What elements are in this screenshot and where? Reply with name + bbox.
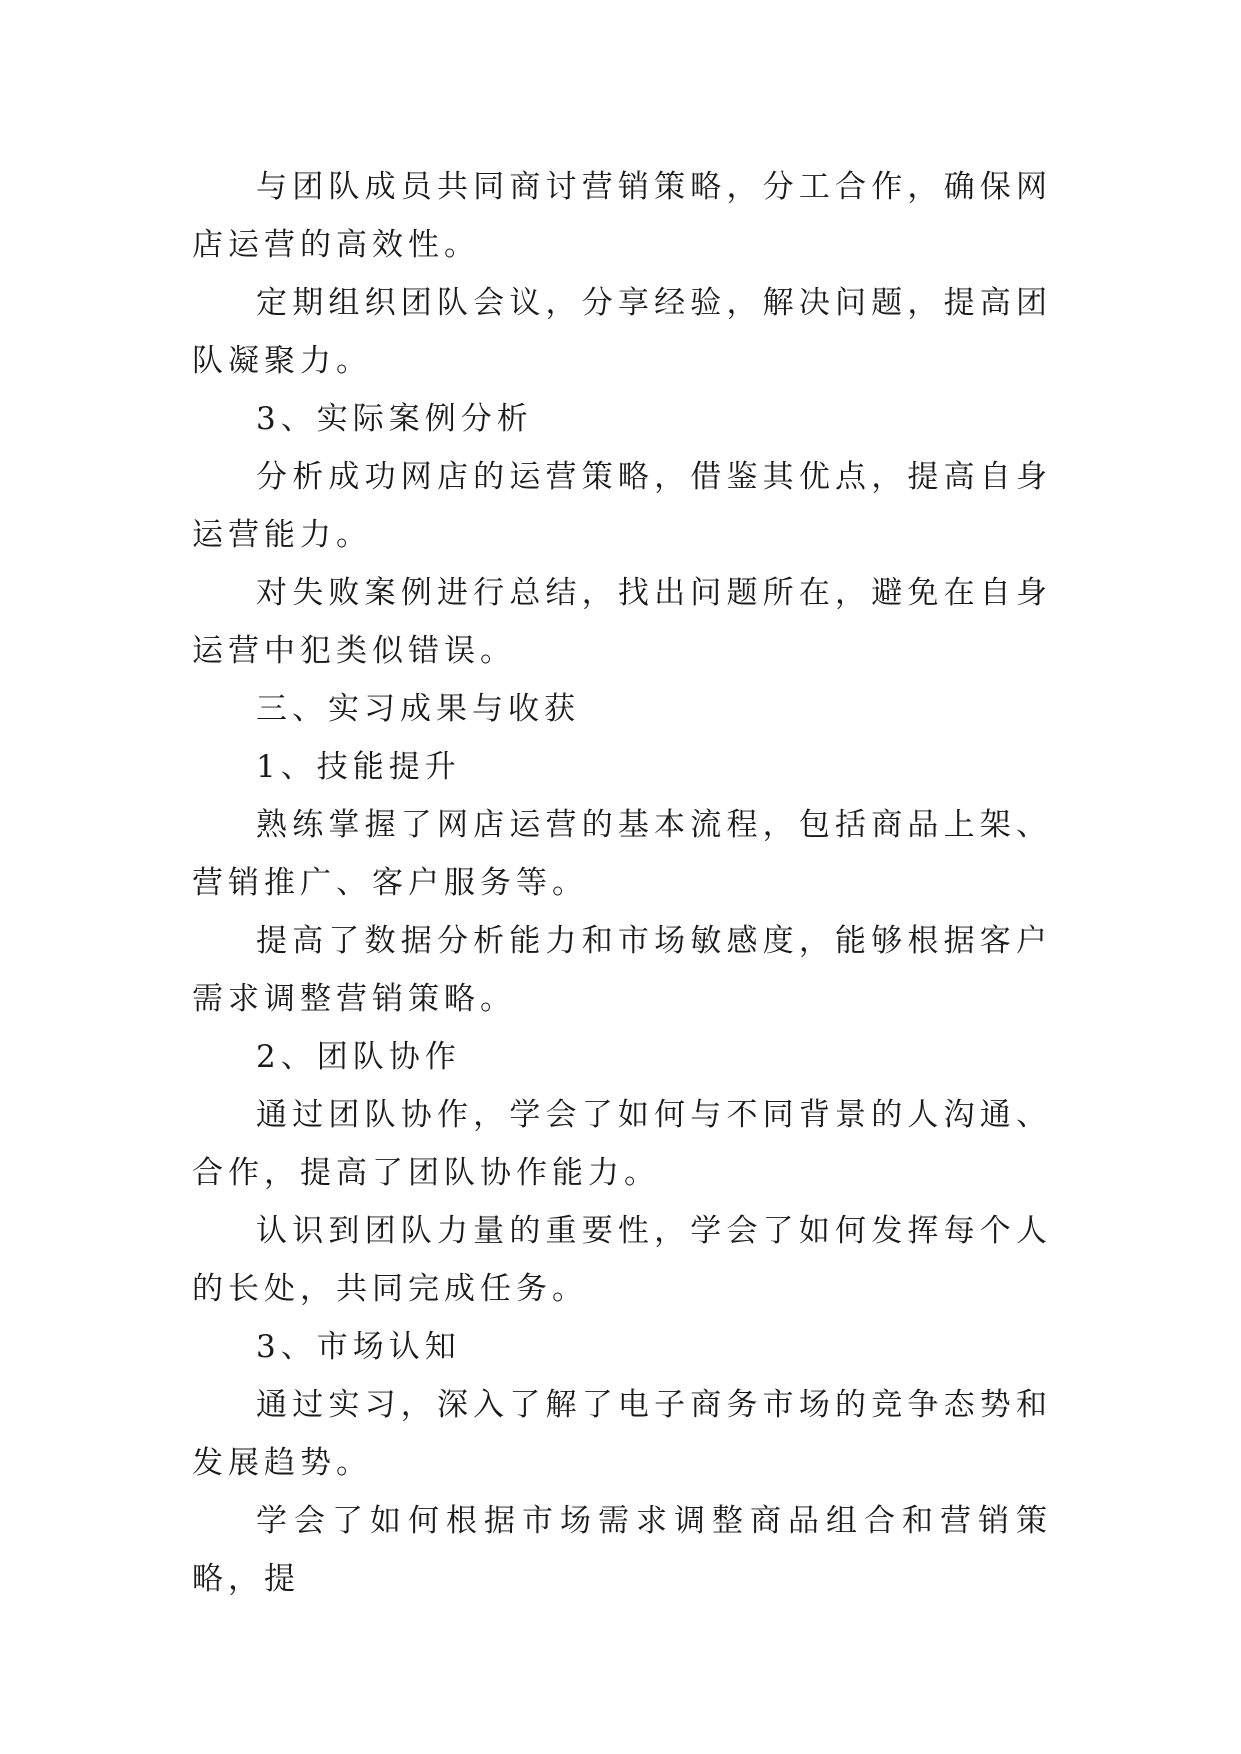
paragraph-skills-analysis: 提高了数据分析能力和市场敏感度，能够根据客户需求调整营销策略。 — [192, 923, 1052, 1017]
paragraph-market-trends: 通过实习，深入了解了电子商务市场的竞争态势和发展趋势。 — [192, 1387, 1052, 1481]
heading-teamwork: 2、团队协作 — [256, 1039, 461, 1075]
paragraph-teamwork-communication: 通过团队协作，学会了如何与不同背景的人沟通、合作，提高了团队协作能力。 — [192, 1097, 1052, 1191]
paragraph-teamwork-strength: 认识到团队力量的重要性，学会了如何发挥每个人的长处，共同完成任务。 — [192, 1213, 1052, 1307]
heading-market: 3、市场认知 — [256, 1329, 461, 1365]
heading-results: 三、实习成果与收获 — [256, 691, 580, 727]
document-page — [192, 158, 1052, 1608]
heading-skills: 1、技能提升 — [256, 749, 461, 785]
heading-case-analysis: 3、实际案例分析 — [256, 401, 533, 437]
paragraph-failure-cases: 对失败案例进行总结，找出问题所在，避免在自身运营中犯类似错误。 — [192, 575, 1052, 669]
paragraph-team-meeting: 定期组织团队会议，分享经验，解决问题，提高团队凝聚力。 — [192, 285, 1052, 379]
paragraph-success-cases: 分析成功网店的运营策略，借鉴其优点，提高自身运营能力。 — [192, 459, 1052, 553]
paragraph-market-strategy: 学会了如何根据市场需求调整商品组合和营销策略，提 — [192, 1503, 1052, 1597]
paragraph-team-strategy: 与团队成员共同商讨营销策略，分工合作，确保网店运营的高效性。 — [192, 169, 1052, 263]
paragraph-skills-process: 熟练掌握了网店运营的基本流程，包括商品上架、营销推广、客户服务等。 — [192, 807, 1052, 901]
